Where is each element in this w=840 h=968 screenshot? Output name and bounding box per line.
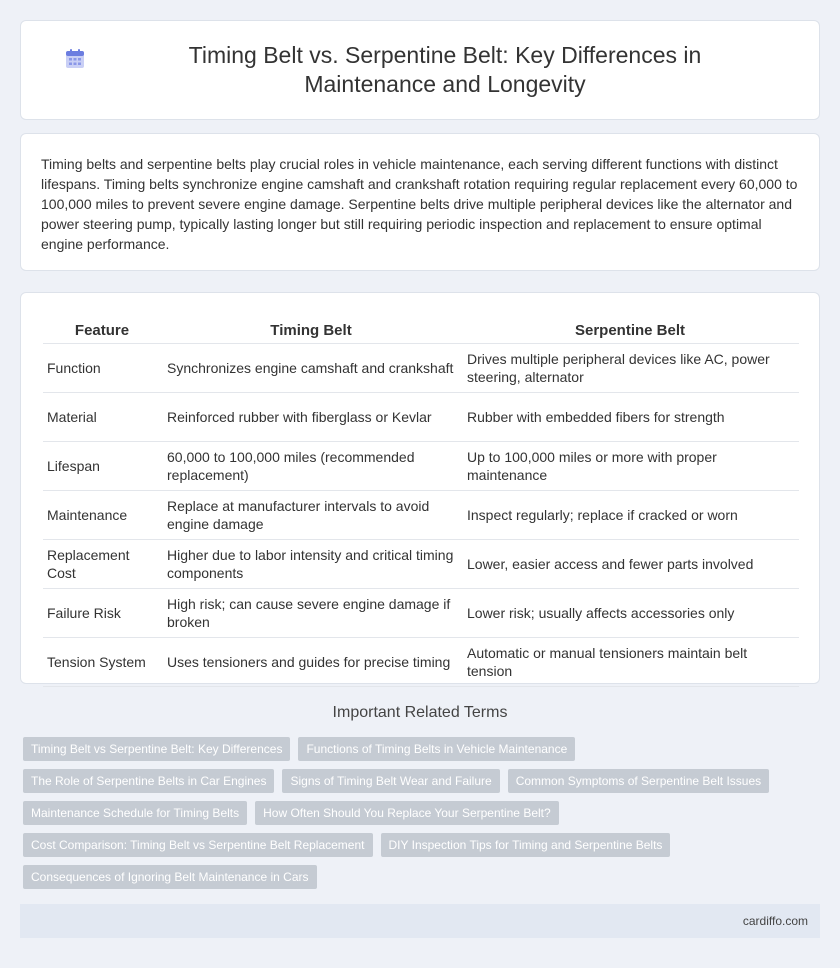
row-feature: Failure Risk (43, 588, 161, 637)
table-row (43, 441, 799, 490)
related-term-tag[interactable]: Maintenance Schedule for Timing Belts (23, 801, 247, 825)
intro-card (20, 133, 820, 271)
page-title: Timing Belt vs. Serpentine Belt: Key Differences in Maintenance and Longevity (188, 42, 702, 97)
row-timing-value: Higher due to labor intensity and critical timing components (161, 539, 461, 588)
row-serpentine-value: Up to 100,000 miles or more with proper maintenance (461, 441, 799, 490)
related-term-tag[interactable]: Consequences of Ignoring Belt Maintenance in Cars (23, 865, 317, 889)
row-feature: Lifespan (43, 441, 161, 490)
table-row (43, 588, 799, 637)
row-feature: Function (43, 343, 161, 392)
header-card (20, 20, 820, 120)
table-row (43, 637, 799, 686)
related-term-tag[interactable]: Cost Comparison: Timing Belt vs Serpentine Belt Replacement (23, 833, 373, 857)
comparison-table (43, 313, 799, 687)
row-timing-value: Uses tensioners and guides for precise timing (161, 637, 461, 686)
row-feature: Material (43, 392, 161, 441)
footer-site-link[interactable]: cardiffo.com (742, 914, 808, 928)
table-row (43, 490, 799, 539)
row-feature: Tension System (43, 637, 161, 686)
related-term-tag[interactable]: How Often Should You Replace Your Serpentine Belt? (255, 801, 559, 825)
related-terms-list (23, 737, 813, 889)
related-terms-heading: Important Related Terms (332, 704, 508, 721)
table-row (43, 392, 799, 441)
footer (20, 904, 820, 938)
table-row (43, 539, 799, 588)
row-serpentine-value: Automatic or manual tensioners maintain belt tension (461, 637, 799, 686)
related-term-tag[interactable]: Functions of Timing Belts in Vehicle Maintenance (298, 737, 575, 761)
table-row (43, 343, 799, 392)
row-timing-value: 60,000 to 100,000 miles (recommended replacement) (161, 441, 461, 490)
comparison-table-card (20, 292, 820, 684)
row-timing-value: Reinforced rubber with fiberglass or Kevlar (161, 392, 461, 441)
row-feature: Maintenance (43, 490, 161, 539)
row-serpentine-value: Lower risk; usually affects accessories only (461, 588, 799, 637)
header-serpentine-belt: Serpentine Belt (461, 313, 799, 343)
header-feature: Feature (43, 313, 161, 343)
row-timing-value: Replace at manufacturer intervals to avoid engine damage (161, 490, 461, 539)
related-term-tag[interactable]: The Role of Serpentine Belts in Car Engines (23, 769, 274, 793)
row-timing-value: Synchronizes engine camshaft and crankshaft (161, 343, 461, 392)
row-timing-value: High risk; can cause severe engine damage if broken (161, 588, 461, 637)
related-term-tag[interactable]: Timing Belt vs Serpentine Belt: Key Differences (23, 737, 290, 761)
related-term-tag[interactable]: Common Symptoms of Serpentine Belt Issues (508, 769, 769, 793)
row-serpentine-value: Inspect regularly; replace if cracked or worn (461, 490, 799, 539)
row-serpentine-value: Drives multiple peripheral devices like AC, power steering, alternator (461, 343, 799, 392)
related-term-tag[interactable]: DIY Inspection Tips for Timing and Serpentine Belts (381, 833, 671, 857)
table-header-row (43, 313, 799, 343)
related-term-tag[interactable]: Signs of Timing Belt Wear and Failure (282, 769, 499, 793)
header-timing-belt: Timing Belt (161, 313, 461, 343)
intro-paragraph: Timing belts and serpentine belts play crucial roles in vehicle maintenance, each serving different functions with distinct lifespans. Timing belts synchronize engine camshaft and crankshaft rotation requiring regular replacement every 60,000 to 100,000 miles to prevent severe engine damage. Serpentine belts drive multiple peripheral devices like the alternator and power steering pump, typically lasting longer but still requiring periodic inspection and replacement to ensure optimal engine performance. (41, 156, 798, 252)
row-serpentine-value: Rubber with embedded fibers for strength (461, 392, 799, 441)
row-serpentine-value: Lower, easier access and fewer parts involved (461, 539, 799, 588)
row-feature: Replacement Cost (43, 539, 161, 588)
